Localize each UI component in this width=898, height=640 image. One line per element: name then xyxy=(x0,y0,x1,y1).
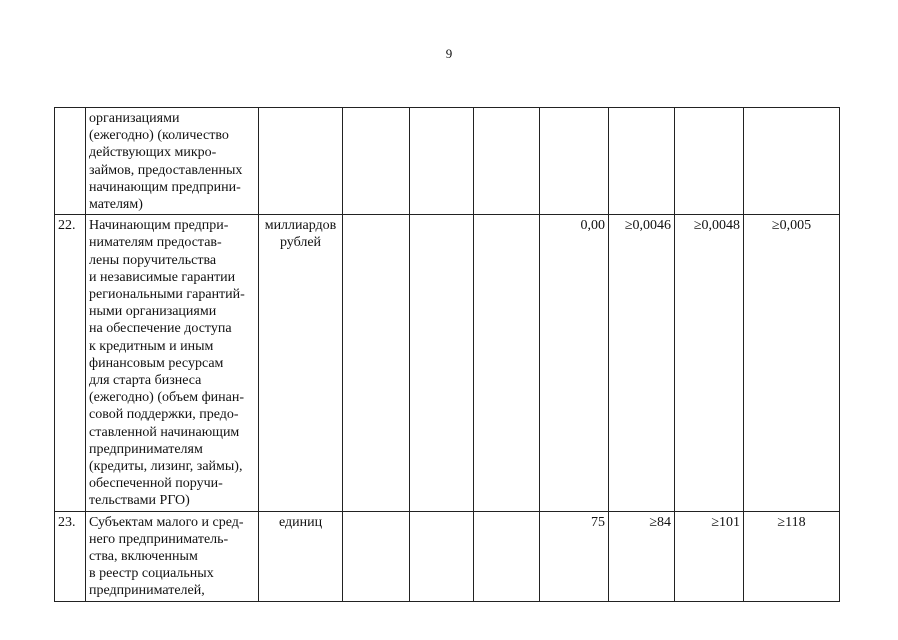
unit-line: единиц xyxy=(278,514,323,530)
value-cell: ≥0,0048 xyxy=(675,215,744,511)
value-cell xyxy=(474,511,540,601)
page-number: 9 xyxy=(445,46,453,61)
value-cell: ≥118 xyxy=(744,511,840,601)
row-number xyxy=(55,108,86,215)
value-cell: ≥84 xyxy=(609,511,675,601)
unit-cell xyxy=(259,108,343,215)
indicator-name-line: ставленной начинающим xyxy=(89,424,240,440)
indicator-name-line: к кредитным и иным xyxy=(89,338,214,354)
indicator-name-line: организациями xyxy=(89,111,180,126)
value-cell: ≥0,0046 xyxy=(609,215,675,511)
indicator-name-cell xyxy=(86,108,259,215)
value-cell xyxy=(343,108,410,215)
value-cell: ≥0,005 xyxy=(744,215,840,511)
value-cell: ≥101 xyxy=(675,511,744,601)
indicator-name-line: действующих микро- xyxy=(89,145,217,161)
indicators-table xyxy=(54,107,840,602)
value-cell xyxy=(410,215,474,511)
indicator-name-line: Начинающим предпри- xyxy=(89,218,229,234)
indicator-name-line: предпринимателям xyxy=(89,441,203,457)
indicator-name-line: ства, включенным xyxy=(89,549,198,565)
indicator-name-line: (ежегодно) (количество xyxy=(89,128,229,144)
indicator-name-line: в реестр социальных xyxy=(89,566,214,582)
row-number: 23. xyxy=(55,511,86,601)
indicator-name-line: (ежегодно) (объем финан- xyxy=(89,390,245,406)
indicator-name-line: на обеспечение доступа xyxy=(89,321,232,337)
indicator-name-line: для старта бизнеса xyxy=(89,373,202,389)
unit-line: миллиардов xyxy=(264,218,337,234)
indicator-name-line: региональными гарантий- xyxy=(89,287,245,303)
indicator-name-line: предпринимателей, xyxy=(89,583,205,599)
table-row xyxy=(55,215,840,511)
indicator-name-cell xyxy=(86,215,259,511)
unit-cell xyxy=(259,511,343,601)
value-cell xyxy=(609,108,675,215)
value-cell: 0,00 xyxy=(540,215,609,511)
indicator-name-line: займов, предоставленных xyxy=(89,162,243,178)
indicator-name-line: финансовым ресурсам xyxy=(89,355,224,371)
indicator-name-line: лены поручительства xyxy=(89,252,217,268)
indicator-name-line: ными организациями xyxy=(89,304,217,320)
value-cell xyxy=(540,108,609,215)
unit-line: рублей xyxy=(279,235,322,251)
table-row xyxy=(55,511,840,601)
unit-cell xyxy=(259,215,343,511)
row-number: 22. xyxy=(55,215,86,511)
value-cell xyxy=(675,108,744,215)
indicator-name-line: тельствами РГО) xyxy=(89,493,190,509)
indicator-name-line: и независимые гарантии xyxy=(89,269,236,285)
indicator-name-line: совой поддержки, предо- xyxy=(89,407,239,423)
value-cell xyxy=(474,215,540,511)
value-cell xyxy=(343,511,410,601)
indicator-name-line: него предприниматель- xyxy=(89,531,229,547)
value-cell xyxy=(410,511,474,601)
indicator-name-cell xyxy=(86,511,259,601)
indicator-name-line: (кредиты, лизинг, займы), xyxy=(89,459,243,475)
value-cell xyxy=(744,108,840,215)
value-cell: 75 xyxy=(540,511,609,601)
value-cell xyxy=(343,215,410,511)
indicator-name-line: мателям) xyxy=(89,197,143,213)
value-cell xyxy=(410,108,474,215)
value-cell xyxy=(474,108,540,215)
indicator-name-line: начинающим предприни- xyxy=(89,179,241,195)
indicator-name-line: Субъектам малого и сред- xyxy=(89,514,244,530)
indicator-name-line: обеспеченной поручи- xyxy=(89,476,223,492)
table-row xyxy=(55,108,840,215)
indicator-name-line: нимателям предостав- xyxy=(89,235,222,251)
